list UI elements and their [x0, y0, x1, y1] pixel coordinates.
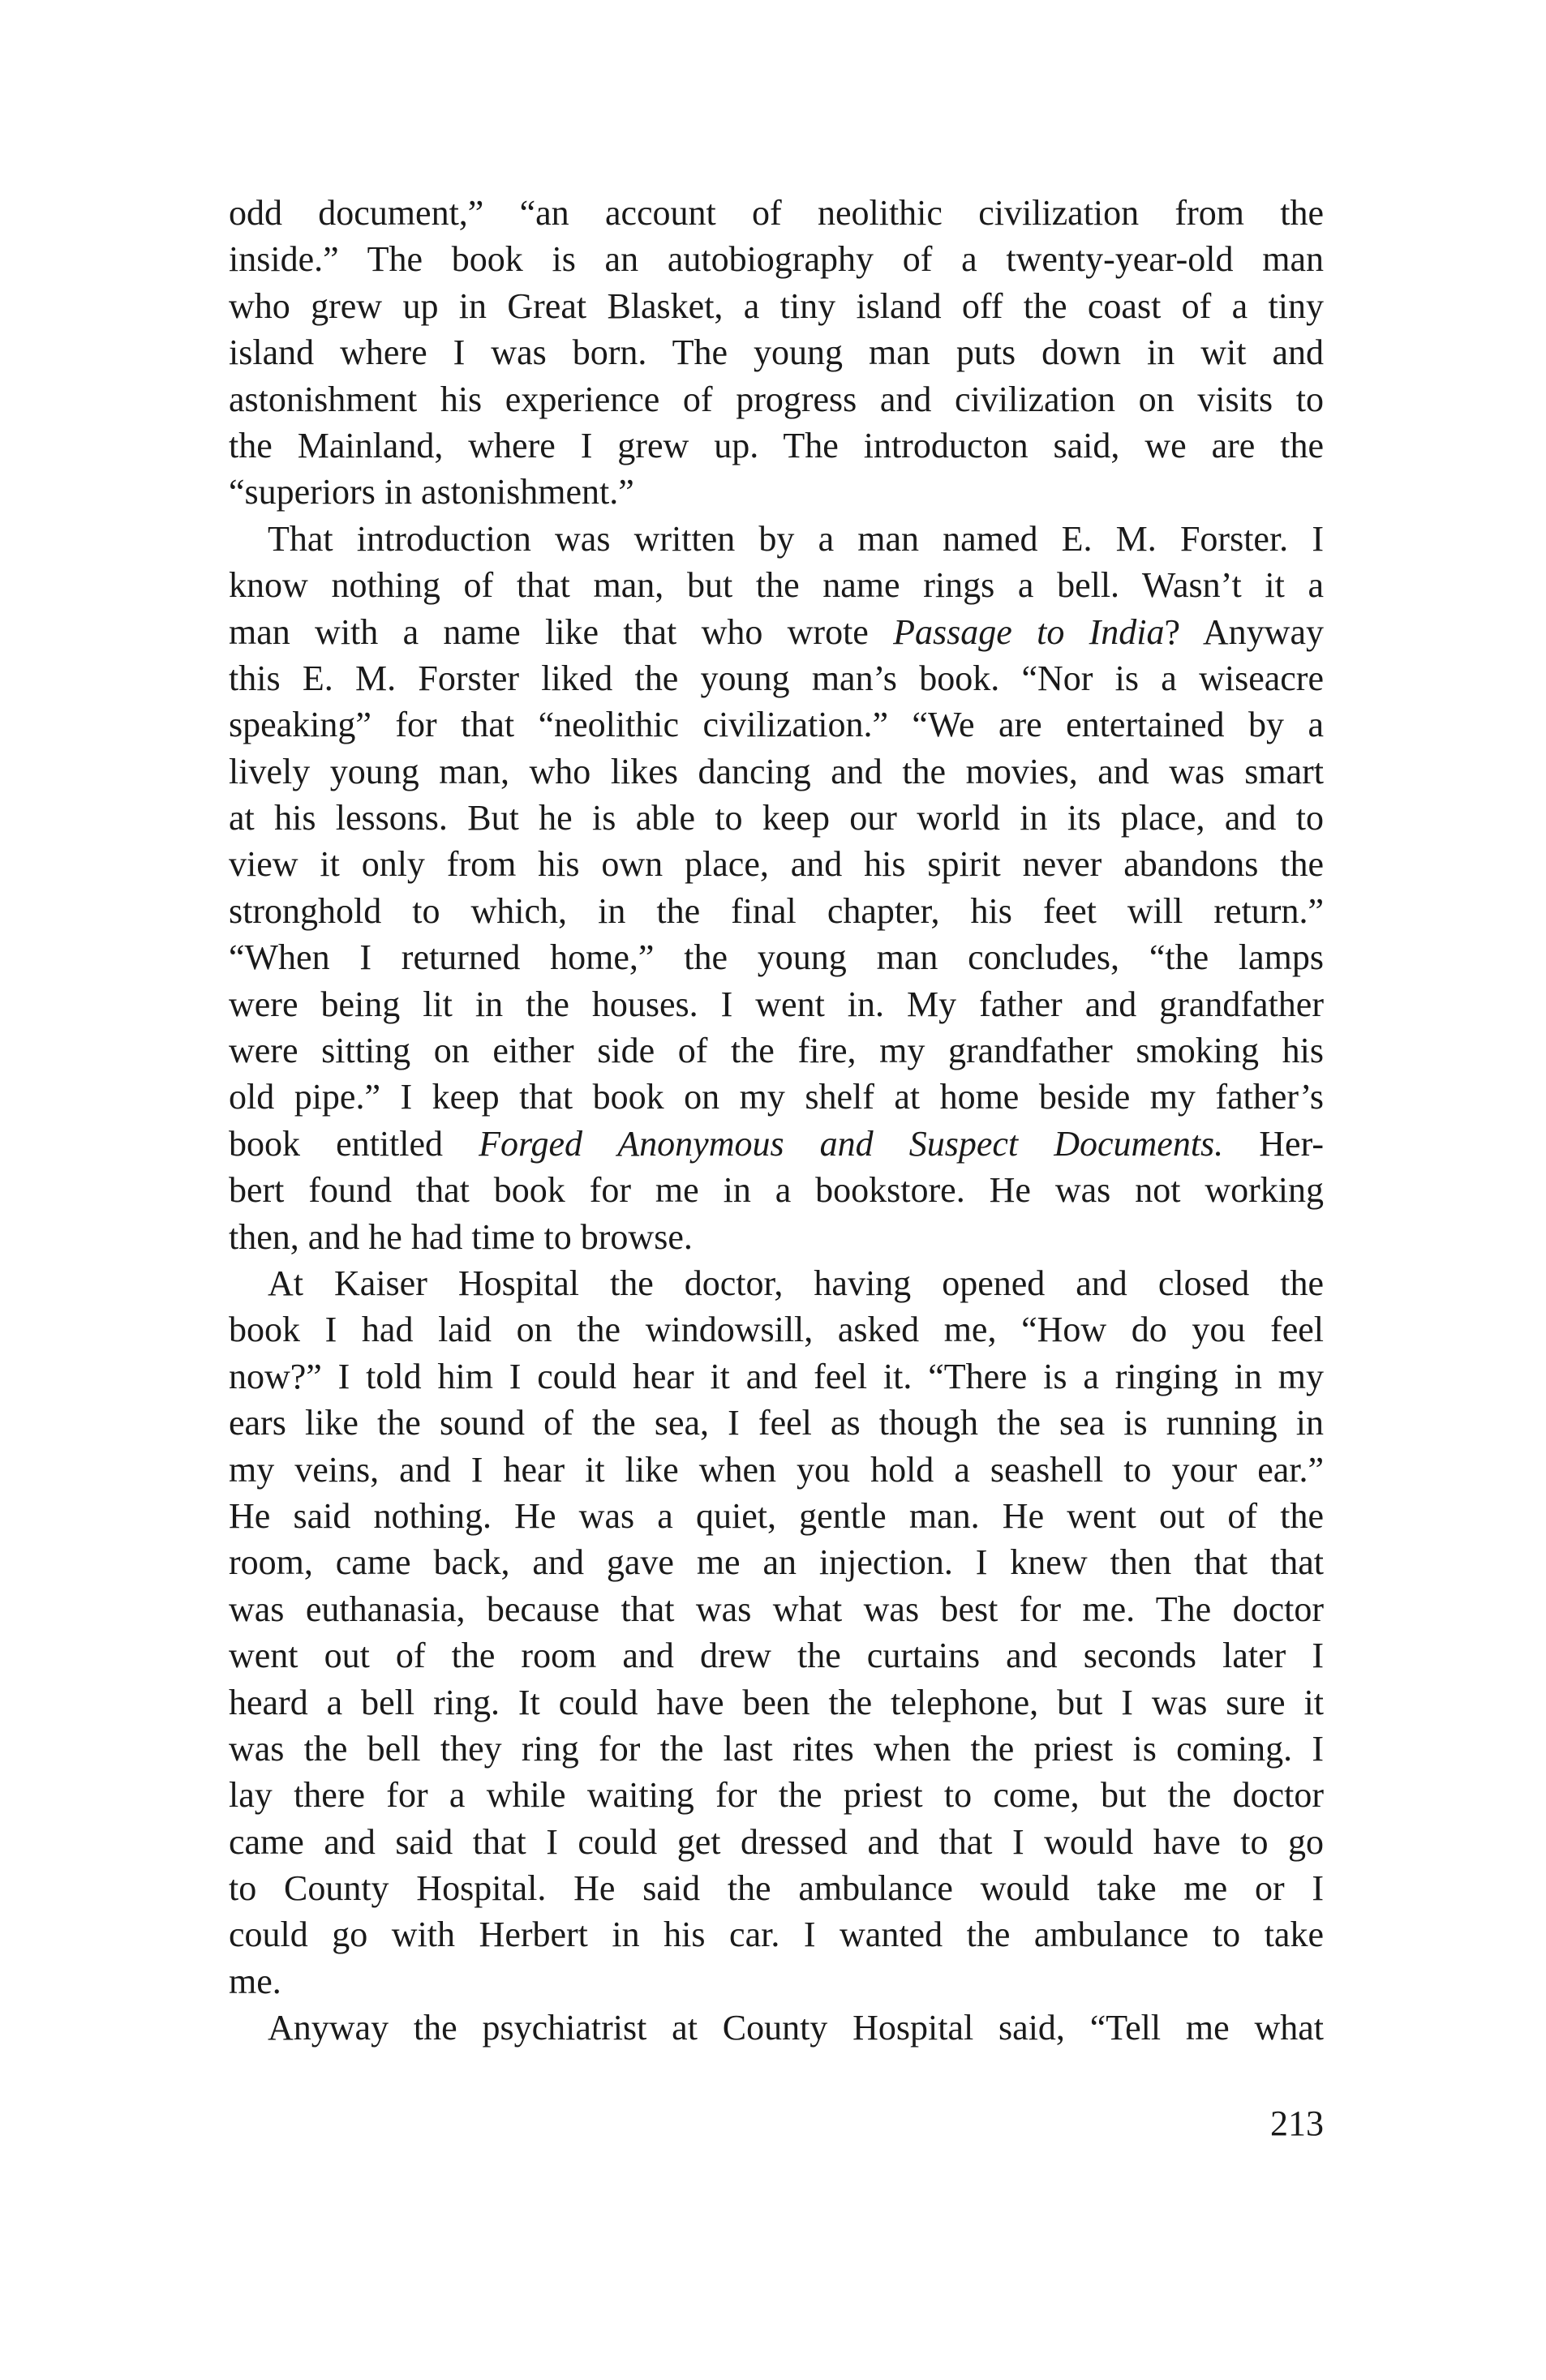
text-line: He said nothing. He was a quiet, gentle man. He went out of the	[229, 1495, 1324, 1536]
text-line: came and said that I could get dressed and that I would have to go	[229, 1821, 1324, 1862]
text-line: speaking” for that “neolithic civilization.” “We are entertained by a	[229, 705, 1324, 745]
text-line: inside.” The book is an autobiography of a twenty-year-old man	[229, 239, 1324, 280]
text-line: now?” I told him I could hear it and feel it. “There is a ringing in my	[229, 1356, 1324, 1396]
text-line: were being lit in the houses. I went in. My father and grandfather	[229, 984, 1324, 1024]
text-line: book I had laid on the windowsill, asked me, “How do you feel	[229, 1310, 1324, 1350]
text-line: went out of the room and drew the curtains and seconds later I	[229, 1636, 1324, 1676]
text-line: That introduction was written by a man named E. M. Forster. I	[268, 518, 1324, 559]
text-line: Anyway the psychiatrist at County Hospital said, “Tell me what	[268, 2008, 1324, 2048]
text-segment: Her-	[1223, 1123, 1324, 1164]
text-line: the Mainland, where I grew up. The introducton said, we are the	[229, 425, 1324, 465]
text-line: “superiors in astonishment.”	[229, 472, 634, 512]
text-line: were sitting on either side of the fire, my grandfather smoking his	[229, 1031, 1324, 1071]
text-line: lively young man, who likes dancing and the movies, and was smart	[229, 751, 1324, 791]
text-line: room, came back, and gave me an injection. I knew then that that	[229, 1542, 1324, 1583]
text-segment: ? Anyway	[1164, 611, 1324, 652]
text-line: me.	[229, 1961, 281, 2001]
text-line: ears like the sound of the sea, I feel as though the sea is running in	[229, 1403, 1324, 1443]
italic-title: Passage to India	[893, 611, 1165, 652]
text-segment: man with a name like that who wrote	[229, 611, 894, 652]
text-line: view it only from his own place, and his spirit never abandons the	[229, 844, 1324, 885]
text-line: this E. M. Forster liked the young man’s book. “Nor is a wiseacre	[229, 658, 1324, 698]
text-line: lay there for a while waiting for the priest to come, but the doctor	[229, 1775, 1324, 1816]
text-line: stronghold to which, in the final chapter, his feet will return.”	[229, 890, 1324, 931]
text-line: At Kaiser Hospital the doctor, having opened and closed the	[268, 1263, 1324, 1303]
text-line: astonishment his experience of progress and civilization on visits to	[229, 379, 1324, 419]
text-line: bert found that book for me in a bookstore. He was not working	[229, 1170, 1324, 1211]
text-line: then, and he had time to browse.	[229, 1216, 693, 1257]
text-segment: book entitled	[229, 1123, 479, 1164]
text-line: “When I returned home,” the young man concludes, “the lamps	[229, 937, 1324, 978]
text-line: who grew up in Great Blasket, a tiny island off the coast of a tiny	[229, 285, 1324, 326]
italic-title: Forged Anonymous and Suspect Documents.	[479, 1123, 1224, 1164]
text-line: my veins, and I hear it like when you hold a seashell to your ear.”	[229, 1449, 1324, 1490]
body-text	[229, 190, 1324, 2052]
text-line: was the bell they ring for the last rites when the priest is coming. I	[229, 1728, 1324, 1769]
text-line: island where I was born. The young man puts down in wit and	[229, 332, 1324, 373]
text-line: could go with Herbert in his car. I wanted the ambulance to take	[229, 1915, 1324, 1955]
page-number: 213	[1270, 2103, 1324, 2143]
text-line: was euthanasia, because that was what was best for me. The doctor	[229, 1589, 1324, 1629]
text-line: at his lessons. But he is able to keep our world in its place, and to	[229, 798, 1324, 838]
text-line	[229, 1121, 1324, 1167]
text-line	[229, 609, 1324, 655]
text-line: know nothing of that man, but the name rings a bell. Wasn’t it a	[229, 565, 1324, 606]
text-line: odd document,” “an account of neolithic civilization from the	[229, 193, 1324, 233]
text-line: old pipe.” I keep that book on my shelf at home beside my father’s	[229, 1077, 1324, 1117]
text-line: heard a bell ring. It could have been the telephone, but I was sure it	[229, 1682, 1324, 1722]
text-line: to County Hospital. He said the ambulance would take me or I	[229, 1868, 1324, 1909]
